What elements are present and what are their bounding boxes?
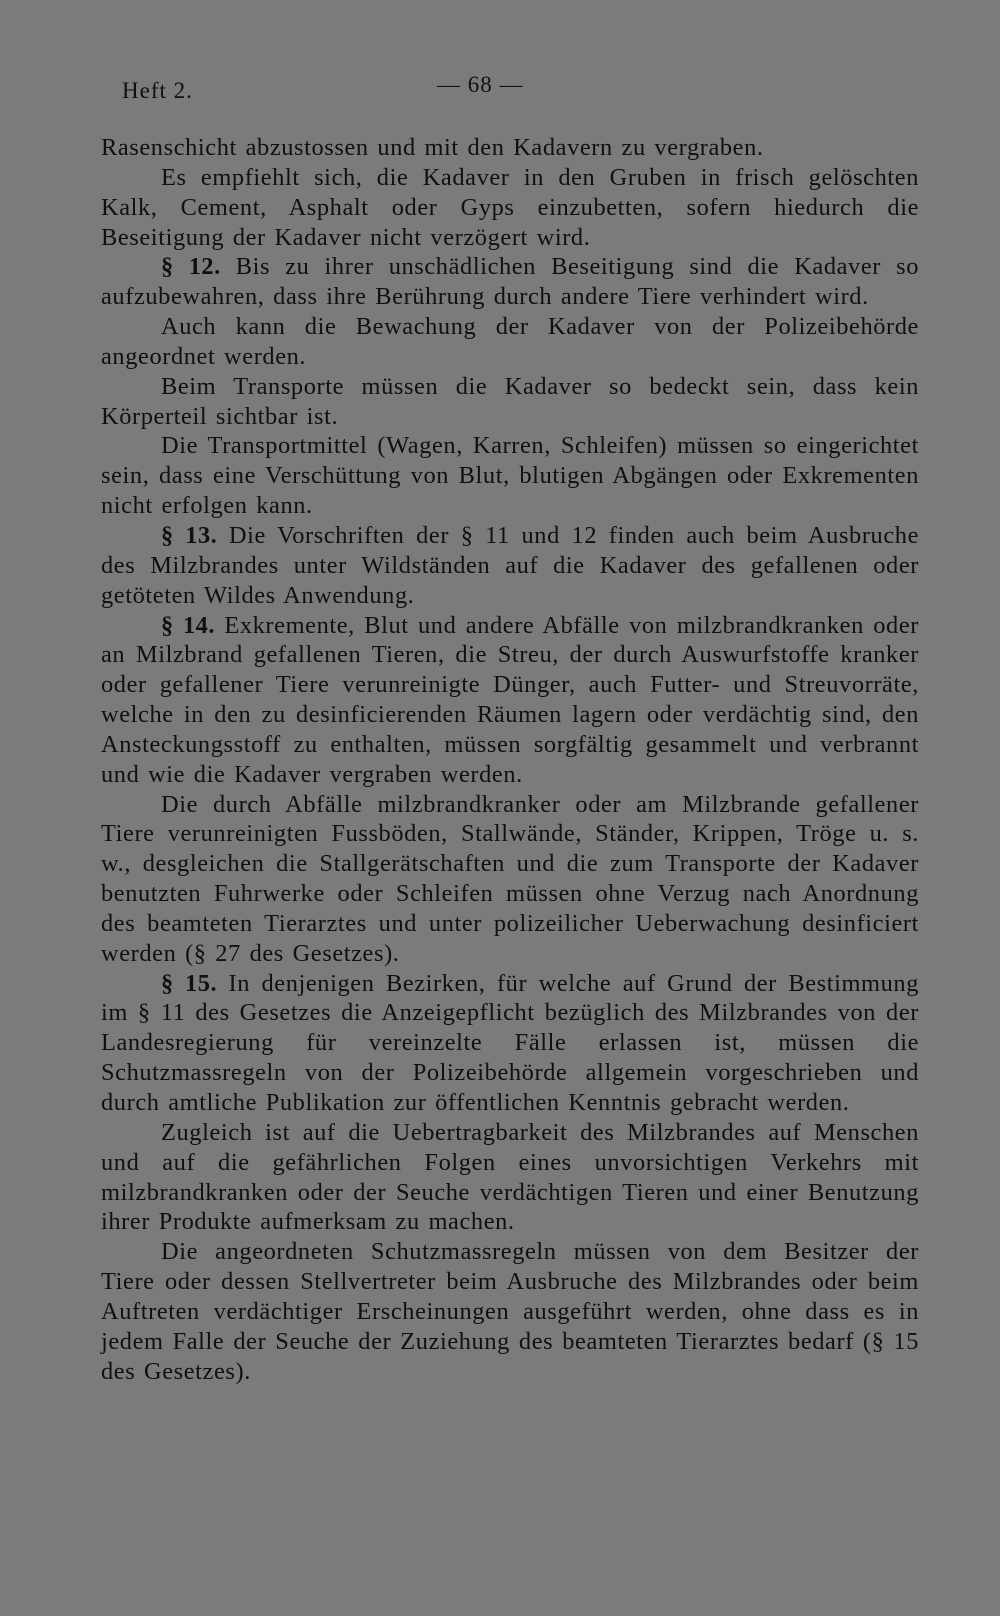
paragraph xyxy=(101,312,919,372)
section-number: § 14. xyxy=(161,611,215,639)
paragraph-text: Die Vorschriften der § 11 und 12 finden auch beim Ausbruche des Milzbrandes unter Wildständen auf die Kadaver des gefallenen oder getöteten Wildes Anwendung. xyxy=(101,521,919,609)
paragraph xyxy=(101,133,919,163)
paragraph-text: Bis zu ihrer unschädlichen Beseitigung sind die Kadaver so aufzubewahren, dass ihre Berührung durch andere Tiere verhindert wird. xyxy=(101,253,919,311)
paragraph xyxy=(101,521,919,611)
paragraph-text: Auch kann die Bewachung der Kadaver von der Polizeibehörde angeordnet werden. xyxy=(101,313,919,370)
paragraph xyxy=(101,372,919,432)
page-number: — 68 — xyxy=(437,72,524,97)
paragraph-text: Es empfiehlt sich, die Kadaver in den Gruben in frisch gelöschten Kalk, Cement, Asphalt oder Gyps einzubetten, sofern hiedurch die Beseitigung der Kadaver nicht verzögert wird. xyxy=(101,163,919,251)
paragraph xyxy=(101,969,919,1118)
section-number: § 12. xyxy=(161,253,221,281)
paragraph xyxy=(101,611,919,790)
paragraph xyxy=(101,163,919,253)
section-number: § 15. xyxy=(161,969,218,997)
paragraph-text: Die durch Abfälle milzbrandkranker oder am Milzbrande gefallener Tiere verunreinigten Fussböden, Stallwände, Ständer, Krippen, Tröge u. s. w., desgleichen die Stallgerätschaften und die zum Transporte der Kadaver benutzten Fuhrwerke oder Schleifen müssen ohne Verzug nach Anordnung des beamteten Tierarztes und unter polizeilicher Ueberwachung desinficiert werden (§ 27 des Gesetzes). xyxy=(101,790,919,967)
paragraph xyxy=(101,1118,919,1237)
paragraph xyxy=(101,790,919,969)
paragraph-text: Exkremente, Blut und andere Abfälle von milzbrandkranken oder an Milzbrand gefallenen Tieren, die Streu, der durch Auswurfstoffe kranker oder gefallener Tiere verunreinigte Dünger, auch Futter- und Streuvorräte, welche in den zu desinficierenden Räumen lagern oder verdächtig sind, den Ansteckungsstoff zu enthalten, müssen sorgfältig gesammelt und verbrannt und wie die Kadaver vergraben werden. xyxy=(101,611,919,788)
paragraph-text: Beim Transporte müssen die Kadaver so bedeckt sein, dass kein Körperteil sichtbar ist. xyxy=(101,372,919,430)
paragraph-text: Rasenschicht abzustossen und mit den Kadavern zu vergraben. xyxy=(101,134,764,161)
paragraph-text: In denjenigen Bezirken, für welche auf Grund der Bestimmung im § 11 des Gesetzes die Anzeigepflicht bezüglich des Milzbrandes von der Landesregierung für vereinzelte Fälle erlassen ist, müssen die Schutzmassregeln von der Polizeibehörde allgemein vorgeschrieben und durch amtliche Publikation zur öffentlichen Kenntnis gebracht werden. xyxy=(101,969,920,1116)
page-header xyxy=(122,72,582,112)
paragraph xyxy=(101,1237,919,1386)
paragraph-text: Die Transportmittel (Wagen, Karren, Schleifen) müssen so eingerichtet sein, dass eine Verschüttung von Blut, blutigen Abgängen oder Exkrementen nicht erfolgen kann. xyxy=(101,432,919,520)
body-text xyxy=(101,133,919,1386)
paragraph-text: Zugleich ist auf die Uebertragbarkeit des Milzbrandes auf Menschen und auf die gefährlichen Folgen eines unvorsichtigen Verkehrs mit milzbrandkranken oder der Seuche verdächtigen Tieren und einer Benutzung ihrer Produkte aufmerksam zu machen. xyxy=(101,1118,919,1236)
paragraph-text: Die angeordneten Schutzmassregeln müssen von dem Besitzer der Tiere oder dessen Stellvertreter beim Ausbruche des Milzbrandes oder beim Auftreten verdächtiger Erscheinungen ausgeführt werden, ohne dass es in jedem Falle der Seuche der Zuziehung des beamteten Tierarztes bedarf (§ 15 des Gesetzes). xyxy=(101,1238,919,1385)
paragraph xyxy=(101,252,919,312)
section-number: § 13. xyxy=(161,521,218,549)
paragraph xyxy=(101,431,919,521)
issue-label: Heft 2. xyxy=(122,78,193,103)
